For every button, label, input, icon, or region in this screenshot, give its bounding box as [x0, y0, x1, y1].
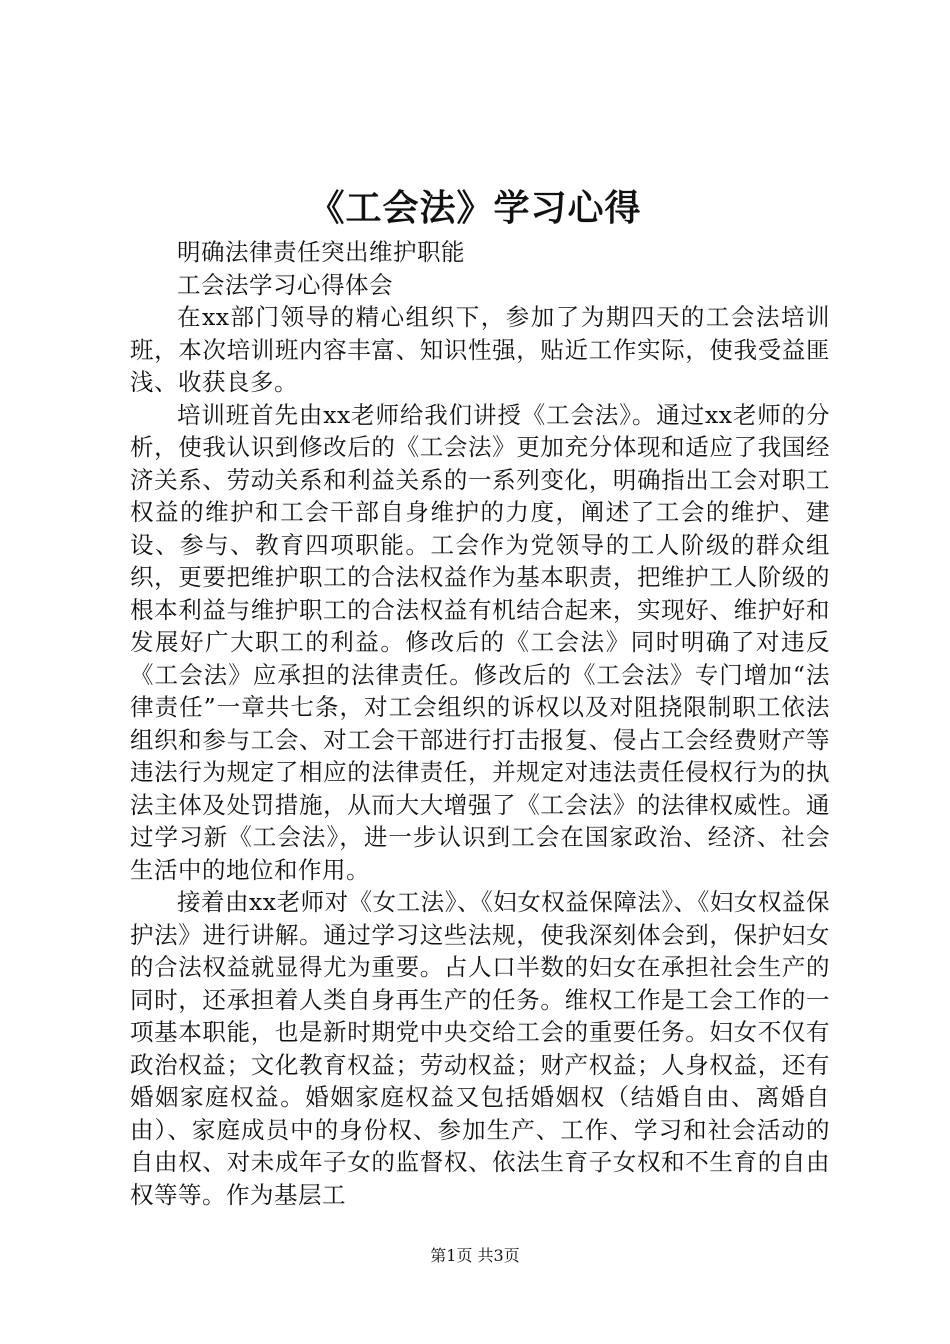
subtitle-line: 明确法律责任突出维护职能 — [177, 238, 465, 266]
page-title: 《工会法》学习心得 — [308, 187, 642, 229]
body-paragraph: 接着由xx老师对《女工法》、《妇女权益保障法》、《妇女权益保护法》进行讲解。通过学习这些法规，使我深刻体会到，保护妇女的合法权益就显得尤为重要。占人口半数的妇女在承担社会生产的同时，还承担着人类自身再生产的任务。维权工作是工会工作的一项基本职能，也是新时期党中央交给工会的重要任务。妇女不仅有政治权益；文化教育权益；劳动权益；财产权益；人身权益，还有婚姻家庭权益。婚姻家庭权益又包括婚姻权（结婚自由、离婚自由）、家庭成员中的身份权、参加生产、工作、学习和社会活动的自由权、对未成年子女的监督权、依法生育子女权和不生育的自由权等等。作为基层工 — [130, 888, 830, 1209]
subtitle-line: 工会法学习心得体会 — [177, 270, 393, 299]
body-paragraph: 在xx部门领导的精心组织下，参加了为期四天的工会法培训班，本次培训班内容丰富、知识性强，贴近工作实际，使我受益匪浅、收获良多。 — [130, 303, 830, 396]
page-footer: 第1页 共3页 — [430, 1246, 520, 1265]
body-paragraph: 培训班首先由xx老师给我们讲授《工会法》。通过xx老师的分析，使我认识到修改后的《工会法》更加充分体现和适应了我国经济关系、劳动关系和利益关系的一系列变化，明确指出工会对职工权益的维护和工会干部自身维护的力度，阐述了工会的维护、建设、参与、教育四项职能。工会作为党领导的工人阶级的群众组织，更要把维护职工的合法权益作为基本职责，把维护工人阶级的根本利益与维护职工的合法权益有机结合起来，实现好、维护好和发展好广大职工的利益。修改后的《工会法》同时明确了对违反《工会法》应承担的法律责任。修改后的《工会法》专门增加“法律责任”一章共七条，对工会组织的诉权以及对阻挠限制职工依法组织和参与工会、对工会干部进行打击报复、侵占工会经费财产等违法行为规定了相应的法律责任，并规定对违法责任侵权行为的执法主体及处罚措施，从而大大增强了《工会法》的法律权威性。通过学习新《工会法》，进一步认识到工会在国家政治、经济、社会生活中的地位和作用。 — [130, 400, 830, 884]
document-body — [130, 236, 830, 1211]
